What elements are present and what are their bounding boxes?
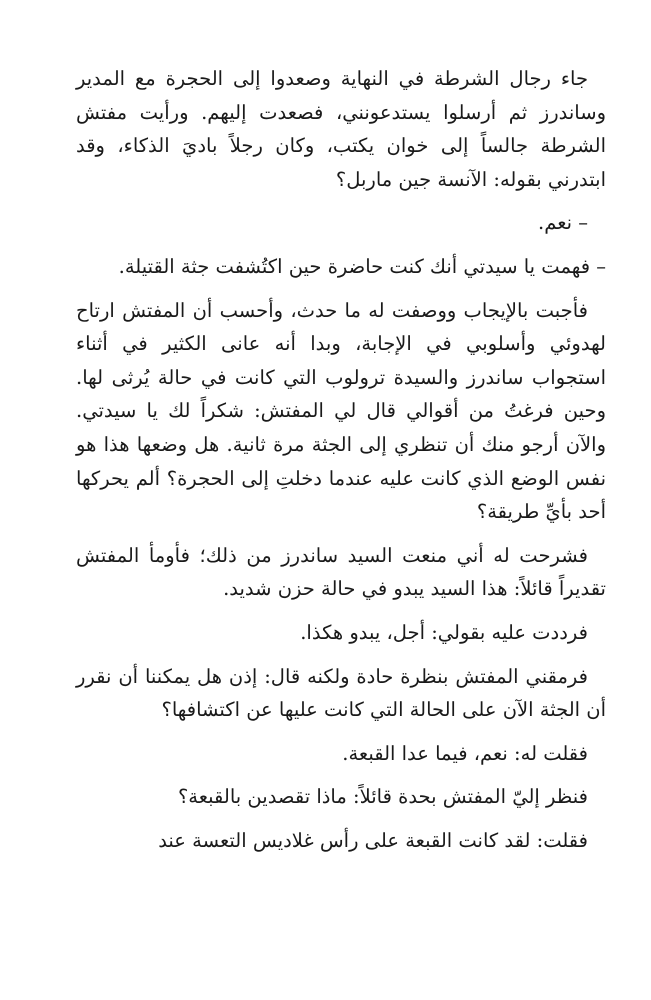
paragraph: فأجبت بالإيجاب ووصفت له ما حدث، وأحسب أن المفتش ارتاح لهدوئي وأسلوبي في الإجابة، وبدا أنه عانى الكثير في أثناء استجواب ساندرز والسيدة ترولوب التي كانت في حالة يُرثى لها. وحين فرغتُ من أقوالي قال لي المفتش: شكراً لك يا سيدتي. والآن أرجو منك أن تنظري إلى الجثة مرة ثانية. هل وضعها هذا هو نفس الوضع الذي كانت عليه عندما دخلتِ إلى الحجرة؟ ألم يحركها أحد بأيِّ طريقة؟ <box>76 298 606 524</box>
paragraph: فقلت: لقد كانت القبعة على رأس غلاديس التعسة عند <box>158 828 588 852</box>
paragraph: فرمقني المفتش بنظرة حادة ولكنه قال: إذن هل يمكننا أن نقرر أن الجثة الآن على الحالة التي كانت عليها عن اكتشافها؟ <box>76 664 606 722</box>
book-page <box>76 62 606 867</box>
paragraph: فقلت له: نعم، فيما عدا القبعة. <box>342 741 588 765</box>
paragraph: – فهمت يا سيدتي أنك كنت حاضرة حين اكتُشفت جثة القتيلة. <box>118 254 606 278</box>
paragraph: فشرحت له أني منعت السيد ساندرز من ذلك؛ فأومأ المفتش تقديراً قائلاً: هذا السيد يبدو في حالة حزن شديد. <box>76 543 606 601</box>
paragraph: فرددت عليه بقولي: أجل، يبدو هكذا. <box>300 620 588 644</box>
paragraph: – نعم. <box>538 211 588 235</box>
paragraph: فنظر إليّ المفتش بحدة قائلاً: ماذا تقصدين بالقبعة؟ <box>177 785 588 809</box>
paragraph: جاء رجال الشرطة في النهاية وصعدوا إلى الحجرة مع المدير وساندرز ثم أرسلوا يستدعونني، فصعدت إليهم. ورأيت مفتش الشرطة جالساً إلى خوان يكتب، وكان رجلاً باديَ الذكاء، وقد ابتدرني بقوله: الآنسة جين ماربل؟ <box>76 67 606 191</box>
